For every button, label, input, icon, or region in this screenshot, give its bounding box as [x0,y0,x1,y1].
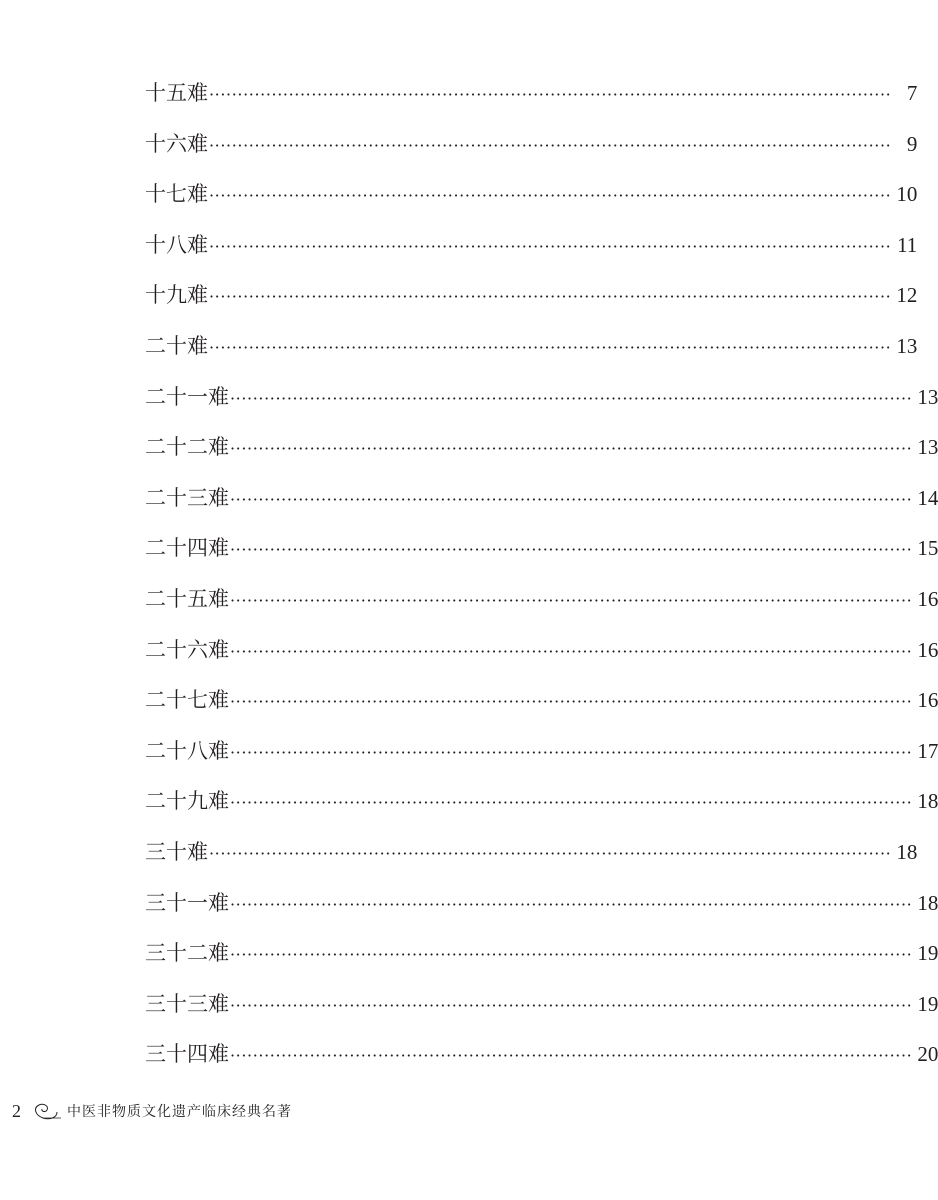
toc-entry [145,574,938,625]
toc-entry [145,68,918,119]
toc-entry-page: 9 [906,131,918,156]
toc-entry [145,422,938,473]
toc-entry-page: 12 [896,283,918,308]
toc-entry [145,979,938,1030]
toc-entry-title: 三十三难 [145,991,229,1016]
toc-entry [145,473,938,524]
toc-entry-page: 18 [896,839,918,864]
toc-entry-title: 二十八难 [145,738,229,763]
toc-dot-leader: ························································································································ [230,1046,913,1066]
toc-entry [145,928,938,979]
table-of-contents [145,68,938,1080]
toc-dot-leader: ························································································································ [230,439,913,459]
toc-entry-title: 十八难 [145,232,208,257]
toc-entry-page: 13 [917,435,938,460]
footer-book-title: 中医非物质文化遗产临床经典名著 [67,1104,292,1120]
toc-entry-page: 13 [917,384,938,409]
toc-entry-title: 十五难 [145,81,208,105]
toc-entry-page: 16 [917,637,938,662]
toc-entry-title: 十九难 [145,283,208,308]
toc-dot-leader: ························································································································ [230,692,913,712]
toc-entry-title: 二十二难 [145,435,229,460]
toc-entry [145,321,918,372]
footer-page-number: 2 [12,1100,21,1121]
toc-entry [145,776,938,827]
toc-dot-leader: ························································································································ [209,236,892,256]
toc-dot-leader: ························································································································ [209,85,892,104]
toc-entry-page: 14 [917,485,938,510]
toc-entry [145,675,938,726]
toc-entry [145,270,918,321]
toc-entry-title: 十七难 [145,182,208,207]
toc-entry-page: 20 [917,1042,938,1067]
toc-entry-page: 16 [917,586,938,611]
page-footer [12,1096,292,1126]
toc-entry-title: 二十五难 [145,586,229,611]
toc-entry [145,726,938,777]
toc-entry-title: 二十九难 [145,789,229,814]
toc-entry [145,878,938,929]
toc-entry [145,1029,938,1080]
toc-entry-page: 18 [917,890,938,915]
toc-entry-title: 二十四难 [145,536,229,561]
toc-entry-page: 7 [906,81,918,105]
toc-entry-page: 17 [917,738,938,763]
toc-entry-title: 二十六难 [145,637,229,662]
toc-entry [145,119,918,170]
toc-dot-leader: ························································································································ [230,894,913,914]
toc-entry-title: 三十难 [145,839,208,864]
toc-entry-title: 二十三难 [145,485,229,510]
toc-dot-leader: ························································································································ [209,186,892,206]
toc-entry-page: 19 [917,941,938,966]
toc-entry-page: 13 [896,333,918,358]
toc-entry-title: 二十难 [145,333,208,358]
toc-entry [145,523,938,574]
toc-entry-page: 16 [917,688,938,713]
toc-dot-leader: ························································································································ [209,843,892,863]
toc-dot-leader: ························································································································ [209,337,892,357]
toc-dot-leader: ························································································································ [230,489,913,509]
toc-dot-leader: ························································································································ [230,945,913,965]
toc-dot-leader: ························································································································ [209,135,892,155]
toc-entry-title: 二十一难 [145,384,229,409]
toc-dot-leader: ························································································································ [230,388,913,408]
toc-entry [145,220,918,271]
toc-entry [145,372,938,423]
toc-entry-title: 三十二难 [145,941,229,966]
toc-dot-leader: ························································································································ [230,793,913,813]
toc-entry-page: 11 [897,232,918,257]
toc-entry-page: 19 [917,991,938,1016]
toc-entry-page: 10 [896,182,918,207]
toc-entry-page: 15 [917,536,938,561]
toc-entry-page: 18 [917,789,938,814]
toc-entry [145,827,918,878]
toc-dot-leader: ························································································································ [230,742,913,762]
toc-dot-leader: ························································································································ [230,540,913,560]
toc-dot-leader: ························································································································ [230,590,913,610]
toc-entry-title: 二十七难 [145,688,229,713]
toc-dot-leader: ························································································································ [230,641,913,661]
toc-entry-title: 十六难 [145,131,208,156]
toc-entry-title: 三十四难 [145,1042,229,1067]
swirl-ornament-icon [27,1100,61,1122]
toc-entry-title: 三十一难 [145,890,229,915]
toc-dot-leader: ························································································································ [230,995,913,1015]
toc-entry [145,169,918,220]
toc-entry [145,625,938,676]
toc-dot-leader: ························································································································ [209,287,892,307]
